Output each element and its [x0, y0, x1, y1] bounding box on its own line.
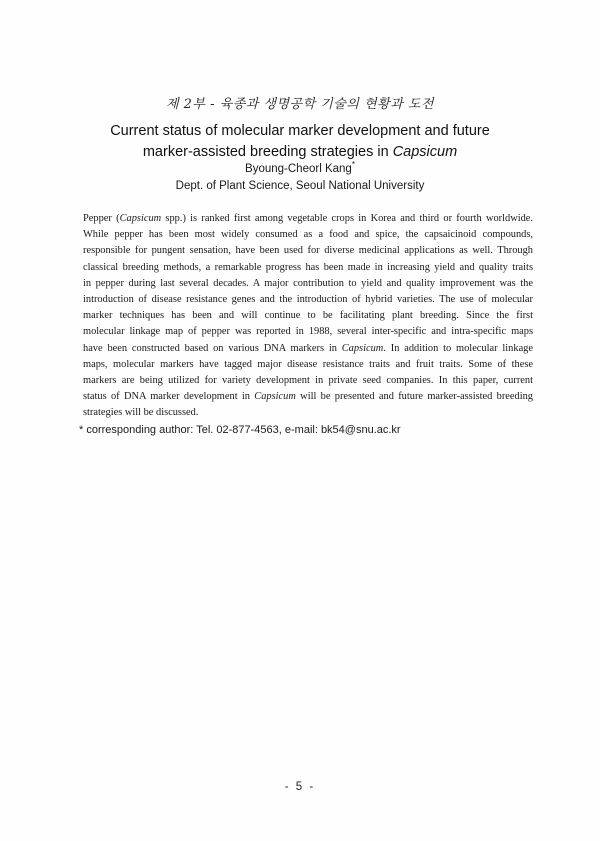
abstract-text: classical breeding methods, a remarkable progress has been made in increasing yield and quality traits	[83, 261, 533, 273]
abstract-text: spp.) is ranked first among vegetable crops in Korea and third or fourth worldwide.	[161, 213, 533, 224]
abstract-line	[83, 405, 533, 421]
paper-title-line-1: Current status of molecular marker development and future	[110, 123, 490, 139]
author	[0, 160, 600, 175]
paper-title-line-2	[0, 142, 600, 163]
corresponding-author-note: * corresponding author: Tel. 02-877-4563, e-mail: bk54@snu.ac.kr	[79, 424, 401, 436]
abstract-text: introduction of disease resistance genes and the introduction of hybrid varieties. The use of molecular	[83, 294, 533, 306]
paper-title-genus: Capsicum	[392, 144, 458, 160]
abstract-text: maps, molecular markers have tagged major disease resistance traits and fruit traits. Some of these	[83, 358, 533, 370]
abstract-line	[83, 260, 533, 276]
abstract-line	[83, 276, 533, 292]
author-mark: *	[351, 160, 355, 170]
abstract-line	[83, 341, 533, 357]
abstract-text: in pepper during last several decades. A major contribution to yield and quality improvement was the	[83, 277, 533, 289]
abstract-line	[83, 324, 533, 340]
abstract-text: marker techniques has been and will continue to be facilitating plant breeding. Since the first	[83, 310, 533, 322]
abstract-line	[83, 373, 533, 389]
abstract-line	[83, 389, 533, 405]
abstract-text: responsible for pungent sensation, have been used for diverse medicinal applications as well. Through	[83, 245, 533, 257]
affiliation: Dept. of Plant Science, Seoul National University	[175, 180, 425, 192]
abstract-text: molecular linkage map of pepper was reported in 1988, several inter-specific and intra-specific maps	[83, 326, 533, 338]
abstract-text: Pepper (	[83, 213, 120, 224]
abstract-line	[83, 292, 533, 308]
paper-title-line-2-text: marker-assisted breeding strategies in	[142, 144, 393, 160]
abstract-body	[83, 211, 533, 422]
abstract-text: have been constructed based on various DNA markers in	[83, 342, 342, 354]
abstract-text: . In addition to molecular linkage	[383, 342, 533, 354]
abstract-line	[83, 357, 533, 373]
italic-genus: Capsicum	[254, 391, 296, 403]
abstract-line	[83, 227, 533, 243]
abstract-line	[83, 243, 533, 259]
italic-genus: Capsicum	[119, 213, 162, 224]
abstract-line	[83, 308, 533, 324]
section-title: 제 2부 - 육종과 생명공학 기술의 현황과 도전	[165, 97, 435, 112]
abstract-text: strategies will be discussed.	[83, 407, 199, 419]
author-name: Byoung-Cheorl Kang	[245, 163, 352, 175]
paper-title	[0, 121, 600, 163]
abstract-text: will be presented and future marker-assisted breeding	[295, 391, 533, 403]
abstract-text: While pepper has been most widely consumed as a food and spice, the capsaicinoid compounds,	[83, 229, 533, 241]
italic-genus: Capsicum	[341, 342, 384, 354]
page-number: - 5 -	[284, 781, 316, 793]
abstract-text: status of DNA marker development in	[83, 391, 255, 403]
abstract-line	[83, 211, 533, 227]
abstract-text: markers are being utilized for variety development in private seed companies. In this paper, current	[83, 375, 533, 387]
